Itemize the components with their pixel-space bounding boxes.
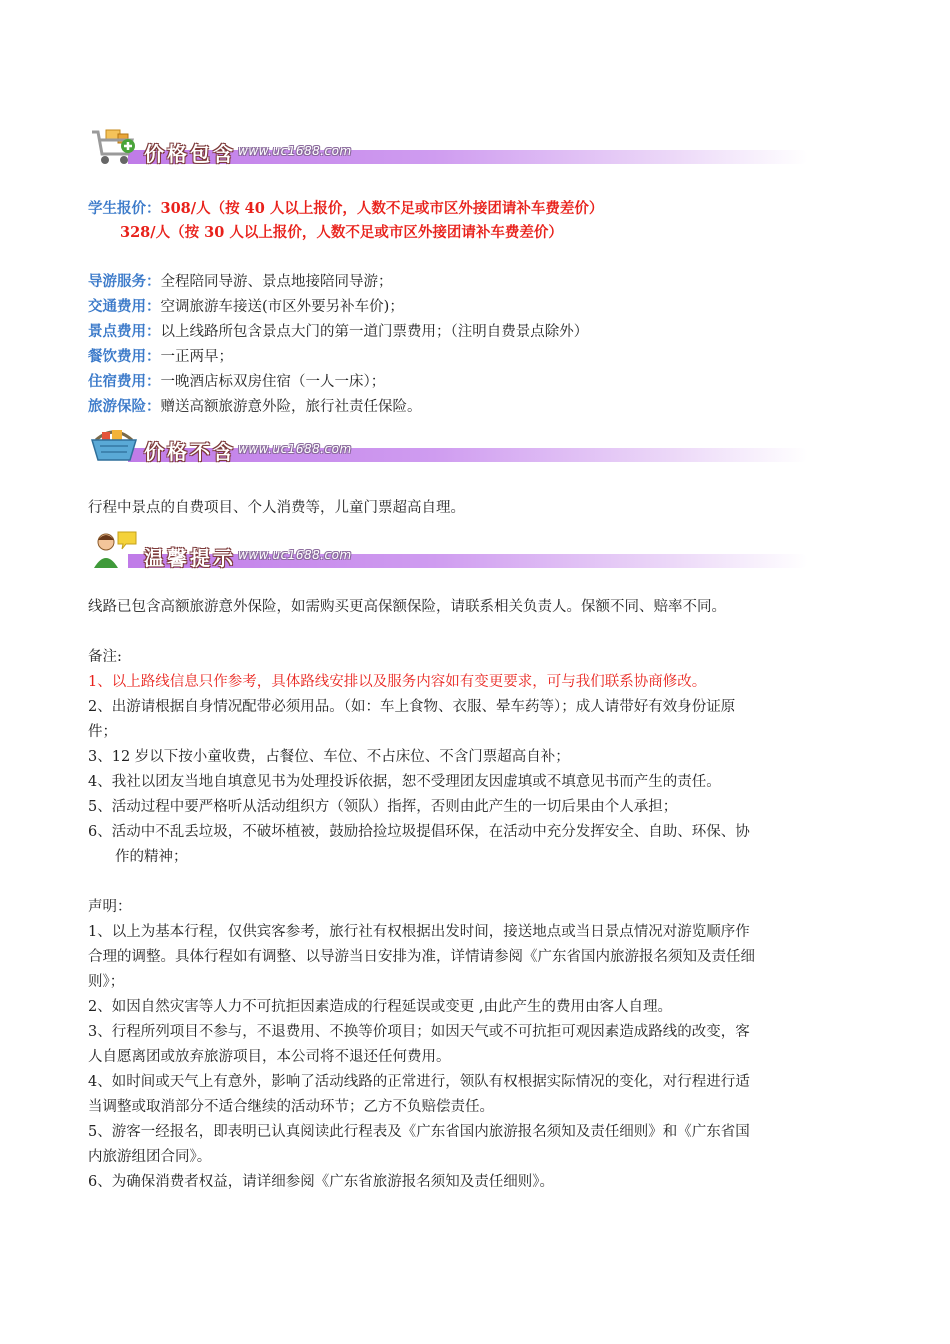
excludes-text: 行程中景点的自费项目、个人消费等，儿童门票超高自理。 <box>88 500 465 516</box>
tips-text: 线路已包含高额旅游意外保险，如需购买更高保额保险，请联系相关负责人。保额不同、赔率不同。 <box>88 599 726 615</box>
include-item-label: 旅游保险： <box>88 399 161 415</box>
notes-item-5: 5、活动过程中要严格听从活动组织方（领队）指挥，否则由此产生的一切后果由个人承担； <box>88 799 678 815</box>
include-item-text: 以上线路所包含景点大门的第一道门票费用；（注明自费景点除外） <box>160 324 589 340</box>
include-item-lodging <box>88 372 385 392</box>
notes-item-6: 6、活动中不乱丢垃圾，不破坏植被，鼓励拾捡垃圾提倡环保，在活动中充分发挥安全、自助、环保、协 <box>88 824 750 840</box>
include-item-text: 一正两早； <box>160 349 233 365</box>
include-item-label: 餐饮费用： <box>88 349 161 365</box>
notes-item-6-cont: 作的精神； <box>115 849 188 865</box>
statement-line: 合理的调整。具体行程如有调整、以导游当日安排为准，详情请参阅《广东省国内旅游报名须知及责任细 <box>88 949 755 965</box>
student-price-1: 308/人（按 40 人以上报价，人数不足或市区外接团请补车费差价） <box>160 200 604 217</box>
statement-line: 3、行程所列项目不参与，不退费用、不换等价项目；如因天气或不可抗拒可观因素造成路线的改变，客 <box>88 1024 750 1040</box>
include-item-label: 导游服务： <box>88 274 161 290</box>
student-price-line-1 <box>88 199 603 219</box>
include-item-attractions <box>88 322 588 342</box>
statement-line: 1、以上为基本行程，仅供宾客参考，旅行社有权根据出发时间，接送地点或当日景点情况对游览顺序作 <box>88 924 750 940</box>
statement-line: 内旅游组团合同》。 <box>88 1149 212 1165</box>
statement-line: 当调整或取消部分不适合继续的活动环节；乙方不负赔偿责任。 <box>88 1099 494 1115</box>
include-item-insurance <box>88 397 422 417</box>
banner-site: www.uc1688.com <box>238 548 352 562</box>
notes-item-4: 4、我社以团友当地自填意见书为处理投诉依据，恕不受理团友因虚填或不填意见书而产生的责任。 <box>88 774 721 790</box>
student-price-label: 学生报价： <box>88 201 161 217</box>
tips-banner <box>88 528 808 578</box>
statement-line: 2、如因自然灾害等人力不可抗拒因素造成的行程延误或变更 ,由此产生的费用由客人自理。 <box>88 999 672 1015</box>
statement-heading: 声明： <box>88 899 132 915</box>
include-item-meals <box>88 347 233 367</box>
banner-site: www.uc1688.com <box>238 144 352 158</box>
statement-line: 则》； <box>88 974 125 990</box>
notes-item-3: 3、12 岁以下按小童收费，占餐位、车位、不占床位、不含门票超高自补； <box>88 749 570 765</box>
banner-site: www.uc1688.com <box>238 442 352 456</box>
banner-title: 价格包含 <box>144 142 236 166</box>
include-item-text: 一晚酒店标双房住宿（一人一床）； <box>160 374 386 390</box>
price-excludes-banner <box>88 422 808 472</box>
shopping-cart-icon <box>88 124 140 168</box>
speaking-person-icon <box>88 528 140 572</box>
include-item-label: 住宿费用： <box>88 374 161 390</box>
include-item-text: 赠送高额旅游意外险，旅行社责任保险。 <box>160 399 422 415</box>
statement-line: 5、游客一经报名，即表明已认真阅读此行程表及《广东省国内旅游报名须知及责任细则》和《广东省国 <box>88 1124 750 1140</box>
include-item-text: 全程陪同导游、景点地接陪同导游； <box>160 274 393 290</box>
banner-title: 温馨提示 <box>144 546 236 570</box>
student-price-2: 328/人（按 30 人以上报价，人数不足或市区外接团请补车费差价） <box>120 224 563 241</box>
notes-item-2: 2、出游请根据自身情况配带必须用品。（如：车上食物、衣服、晕车药等）；成人请带好有效身份证原 <box>88 699 736 715</box>
notes-heading: 备注: <box>88 649 122 665</box>
notes-item-2-cont: 件； <box>88 724 117 740</box>
notes-item-1: 1、以上路线信息只作参考，具体路线安排以及服务内容如有变更要求，可与我们联系协商修改。 <box>88 674 707 690</box>
price-includes-banner <box>88 124 808 174</box>
include-item-label: 景点费用： <box>88 324 161 340</box>
include-item-text: 空调旅游车接送(市区外要另补车价)； <box>160 299 404 315</box>
basket-icon <box>88 422 140 466</box>
include-item-guide <box>88 272 393 292</box>
include-item-transport <box>88 297 404 317</box>
statement-line: 人自愿离团或放弃旅游项目，本公司将不退还任何费用。 <box>88 1049 451 1065</box>
statement-line: 4、如时间或天气上有意外，影响了活动线路的正常进行，领队有权根据实际情况的变化，对行程进行适 <box>88 1074 750 1090</box>
banner-title: 价格不含 <box>144 440 236 464</box>
statement-line: 6、为确保消费者权益，请详细参阅《广东省旅游报名须知及责任细则》。 <box>88 1174 554 1190</box>
include-item-label: 交通费用： <box>88 299 161 315</box>
